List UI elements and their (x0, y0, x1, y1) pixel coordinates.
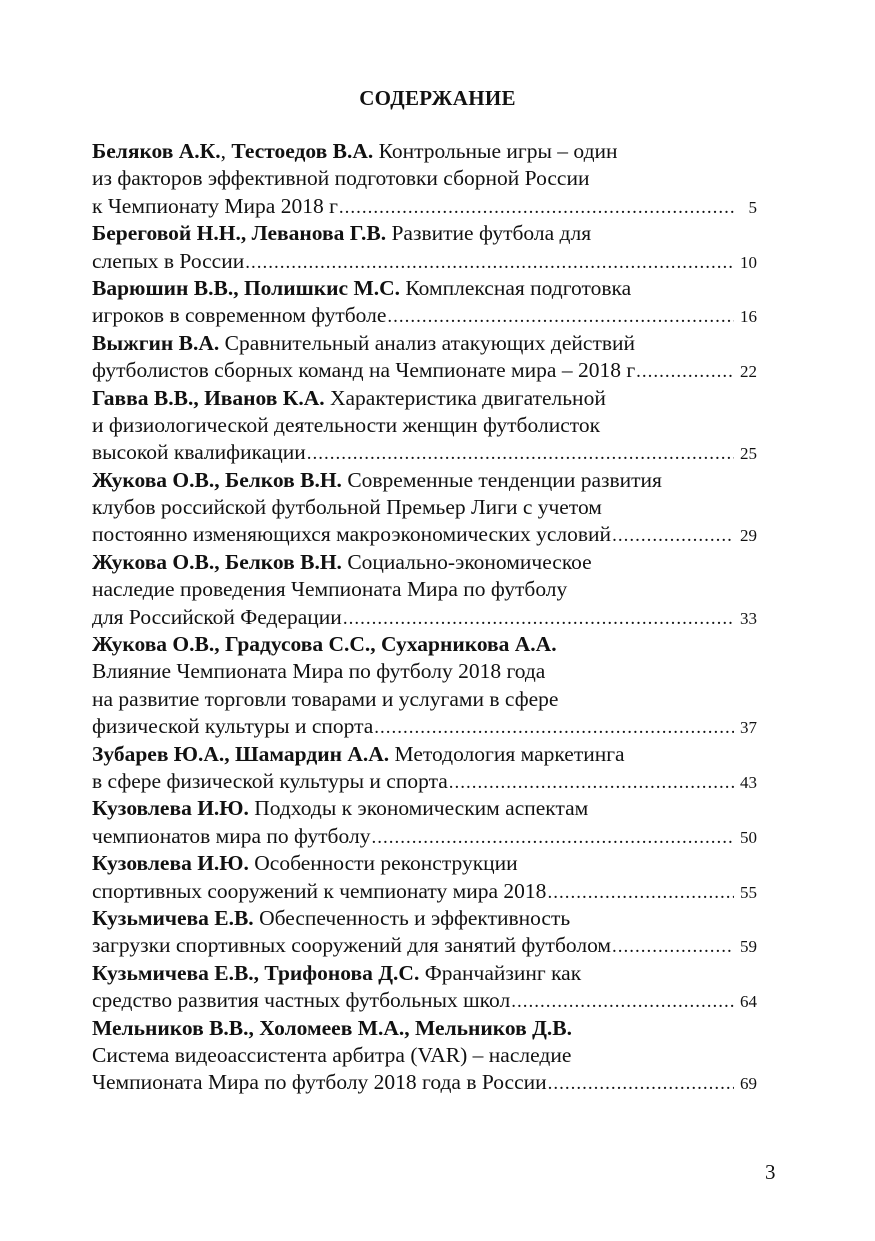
toc-entry-page-number: 33 (740, 608, 757, 628)
toc-entry-page-number: 59 (740, 937, 757, 957)
toc-entry-line (92, 412, 757, 439)
toc-entry-title-text: в сфере физической культуры и спорта (92, 768, 448, 793)
toc-entry-text (92, 1043, 571, 1067)
toc-entry-line (92, 768, 757, 795)
toc-entry-text (92, 823, 370, 850)
toc-entry-title-text: Сравнительный анализ атакующих действий (219, 330, 636, 355)
toc-leader-dots (449, 769, 734, 796)
toc-entry-authors: Береговой Н.Н., Леванова Г.В. (92, 221, 387, 246)
toc-entry-title-text: загрузки спортивных сооружений для занятий футболом (92, 933, 612, 958)
toc-entry[interactable] (92, 220, 757, 275)
toc-entry-title-text: Чемпионата Мира по футболу 2018 года в России (92, 1070, 547, 1095)
toc-entry-title-text: к Чемпионату Мира 2018 г (92, 193, 338, 218)
toc-entry-text (92, 521, 611, 548)
toc-entry-title-text: на развитие торговли товарами и услугами в сфере (92, 686, 559, 711)
toc-leader-dots (374, 714, 734, 741)
toc-entry-line (92, 576, 757, 603)
toc-entry-authors: Мельников В.В., Холомеев М.А., Мельников Д.В. (92, 1015, 572, 1040)
toc-entry[interactable] (92, 330, 757, 385)
toc-entry-text (92, 878, 546, 905)
toc-entry-text (92, 659, 545, 683)
toc-entry[interactable] (92, 1015, 757, 1097)
toc-entry-page-number: 43 (740, 772, 757, 792)
toc-entry-title-text: игроков в современном футболе (92, 303, 387, 328)
toc-entry-authors: Жукова О.В., Белков В.Н. (92, 467, 342, 492)
toc-entry-text (92, 851, 518, 875)
toc-entry-line (92, 494, 757, 521)
toc-entry-authors: Кузовлева И.Ю. (92, 796, 249, 821)
toc-entry-text (92, 632, 557, 656)
toc-entry-text (92, 468, 662, 492)
toc-entry-title-text: Современные тенденции развития (341, 467, 662, 492)
toc-entry-page-number: 22 (740, 362, 757, 382)
toc-entry-authors: Варюшин В.В., Полишкис М.С. (92, 275, 401, 300)
toc-entry-text (92, 495, 602, 519)
toc-entry-page-number: 29 (740, 526, 757, 546)
toc-entry-title-text: Комплексная подготовка (400, 275, 632, 300)
toc-entry-line (92, 521, 757, 548)
toc-entry-text (92, 687, 558, 711)
toc-entry-page-number: 25 (740, 444, 757, 464)
toc-entry-title-text: слепых в России (92, 248, 245, 273)
toc-entry-authors: Зубарев Ю.А., Шамардин А.А. (92, 741, 390, 766)
toc-leader-dots (307, 440, 734, 467)
toc-entry-title-text: , (220, 139, 232, 163)
toc-entry-page-number: 50 (740, 827, 757, 847)
toc-entry-title-text: Развитие футбола для (386, 221, 592, 246)
toc-entry-title-text: Контрольные игры – один (373, 139, 618, 163)
toc-entry-text (92, 193, 338, 220)
page-number: 3 (765, 1160, 776, 1184)
toc-entry-title-text: Особенности реконструкции (248, 851, 518, 876)
toc-entry[interactable] (92, 467, 757, 549)
toc-leader-dots (547, 879, 734, 906)
toc-entry-line (92, 932, 757, 959)
toc-entry-text (92, 713, 373, 740)
toc-entry-line (92, 850, 757, 877)
toc-entry-line (92, 905, 757, 932)
toc-entry-title-text: Методология маркетинга (389, 741, 625, 766)
toc-entry-line (92, 795, 757, 822)
toc-entry-text (92, 221, 591, 245)
toc-entry-text (92, 577, 567, 601)
toc-entry-line (92, 604, 757, 631)
toc-entry-title-text: Обеспеченность и эффективность (253, 905, 571, 930)
toc-entry-line (92, 741, 757, 768)
toc-entry-text (92, 139, 618, 163)
toc-entry-line (92, 467, 757, 494)
toc-entry-text (92, 439, 306, 466)
toc-entry-line (92, 302, 757, 329)
toc-entry-page-number: 69 (740, 1074, 757, 1094)
toc-entry-authors: Жукова О.В., Градусова С.С., Сухарникова А.А. (92, 632, 557, 657)
toc-entry-text (92, 1016, 572, 1040)
toc-entry-line (92, 686, 757, 713)
toc-entry-authors: Кузовлева И.Ю. (92, 851, 249, 876)
toc-entry-page-number: 37 (740, 718, 757, 738)
toc-entry-authors: Кузьмичева Е.В., Трифонова Д.С. (92, 960, 420, 985)
toc-entry[interactable] (92, 741, 757, 796)
toc-leader-dots (343, 605, 734, 632)
table-of-contents (92, 138, 757, 1097)
toc-leader-dots (511, 988, 734, 1015)
toc-entry-title-text: для Российской Федерации (92, 604, 342, 629)
toc-entry-text (92, 742, 625, 766)
toc-entry-text (92, 1069, 547, 1096)
toc-entry-authors: Жукова О.В., Белков В.Н. (92, 549, 342, 574)
toc-entry-title-text: спортивных сооружений к чемпионату мира 2018 (92, 878, 547, 903)
toc-entry-text (92, 961, 581, 985)
toc-entry-title-text: постоянно изменяющихся макроэкономических условий (92, 522, 612, 547)
toc-entry-title-text: Система видеоассистента арбитра (VAR) – наследие (92, 1042, 572, 1067)
toc-entry-line (92, 631, 757, 658)
toc-entry-text (92, 932, 611, 959)
toc-leader-dots (636, 358, 734, 385)
toc-entry-text (92, 166, 589, 190)
toc-entry-line (92, 713, 757, 740)
toc-entry-authors: Беляков А.К. (92, 139, 221, 163)
toc-entry-title-text: и физиологической деятельности женщин футболисток (92, 412, 601, 437)
toc-entry-line (92, 385, 757, 412)
toc-entry-title-text: Франчайзинг как (419, 960, 582, 985)
toc-leader-dots (371, 824, 734, 851)
toc-entry-title-text: высокой квалификации (92, 440, 306, 465)
toc-entry-line (92, 987, 757, 1014)
toc-entry-line (92, 1069, 757, 1096)
toc-entry-authors: Кузьмичева Е.В. (92, 905, 254, 930)
toc-entry-title-text: наследие проведения Чемпионата Мира по футболу (92, 577, 568, 602)
toc-entry-line (92, 357, 757, 384)
toc-entry-line (92, 248, 757, 275)
toc-entry-text (92, 276, 631, 300)
page-title: СОДЕРЖАНИЕ (359, 86, 516, 110)
toc-entry[interactable] (92, 138, 757, 220)
toc-entry-page-number: 55 (740, 882, 757, 902)
toc-entry-title-text: Подходы к экономическим аспектам (248, 796, 589, 821)
toc-entry-line (92, 275, 757, 302)
toc-entry-line (92, 330, 757, 357)
toc-entry-line (92, 1042, 757, 1069)
toc-entry-title-text: Характеристика двигательной (324, 385, 606, 410)
toc-entry-line (92, 823, 757, 850)
toc-entry-authors: Выжгин В.А. (92, 330, 220, 355)
toc-entry-page-number: 10 (740, 252, 757, 272)
toc-entry[interactable] (92, 275, 757, 330)
toc-entry-line (92, 165, 757, 192)
toc-entry-title-text: футболистов сборных команд на Чемпионате мира – 2018 г (92, 358, 636, 383)
toc-leader-dots (387, 303, 734, 330)
toc-entry-line (92, 658, 757, 685)
toc-entry-text (92, 302, 386, 329)
toc-entry-title-text: Влияние Чемпионата Мира по футболу 2018 года (92, 659, 546, 684)
toc-entry-line (92, 960, 757, 987)
toc-leader-dots (245, 249, 734, 276)
toc-entry-page-number: 16 (740, 307, 757, 327)
toc-entry-line (92, 549, 757, 576)
toc-entry-text (92, 357, 635, 384)
toc-entry-authors: Тестоедов В.А. (231, 139, 374, 163)
toc-leader-dots (612, 522, 734, 549)
toc-entry-text (92, 248, 244, 275)
toc-entry-line (92, 439, 757, 466)
toc-entry-title-text: из факторов эффективной подготовки сборной России (92, 166, 590, 191)
toc-entry-line (92, 138, 757, 165)
toc-entry[interactable] (92, 905, 757, 960)
toc-entry-text (92, 768, 448, 795)
toc-entry-line (92, 878, 757, 905)
toc-entry-authors: Гавва В.В., Иванов К.А. (92, 385, 325, 410)
toc-entry-text (92, 906, 570, 930)
toc-entry-text (92, 796, 588, 820)
toc-entry[interactable] (92, 549, 757, 631)
toc-entry[interactable] (92, 631, 757, 741)
toc-entry-title-text: средство развития частных футбольных школ (92, 988, 511, 1013)
toc-leader-dots (548, 1070, 734, 1097)
toc-entry-text (92, 604, 342, 631)
toc-entry[interactable] (92, 795, 757, 850)
toc-entry-text (92, 331, 635, 355)
toc-entry-page-number: 64 (740, 992, 757, 1012)
toc-entry-line (92, 1015, 757, 1042)
toc-entry-text (92, 987, 510, 1014)
toc-entry-title-text: физической культуры и спорта (92, 714, 374, 739)
toc-entry-page-number: 5 (748, 197, 757, 217)
toc-entry-title-text: клубов российской футбольной Премьер Лиги с учетом (92, 495, 602, 520)
toc-leader-dots (612, 933, 734, 960)
toc-entry-line (92, 220, 757, 247)
toc-entry-text (92, 386, 606, 410)
toc-entry[interactable] (92, 960, 757, 1015)
toc-leader-dots (339, 194, 734, 221)
toc-entry-title-text: чемпионатов мира по футболу (92, 823, 371, 848)
toc-entry-text (92, 413, 600, 437)
toc-entry-text (92, 550, 592, 574)
toc-entry-title-text: Социально-экономическое (341, 549, 592, 574)
toc-entry[interactable] (92, 385, 757, 467)
toc-entry[interactable] (92, 850, 757, 905)
toc-entry-line (92, 193, 757, 220)
